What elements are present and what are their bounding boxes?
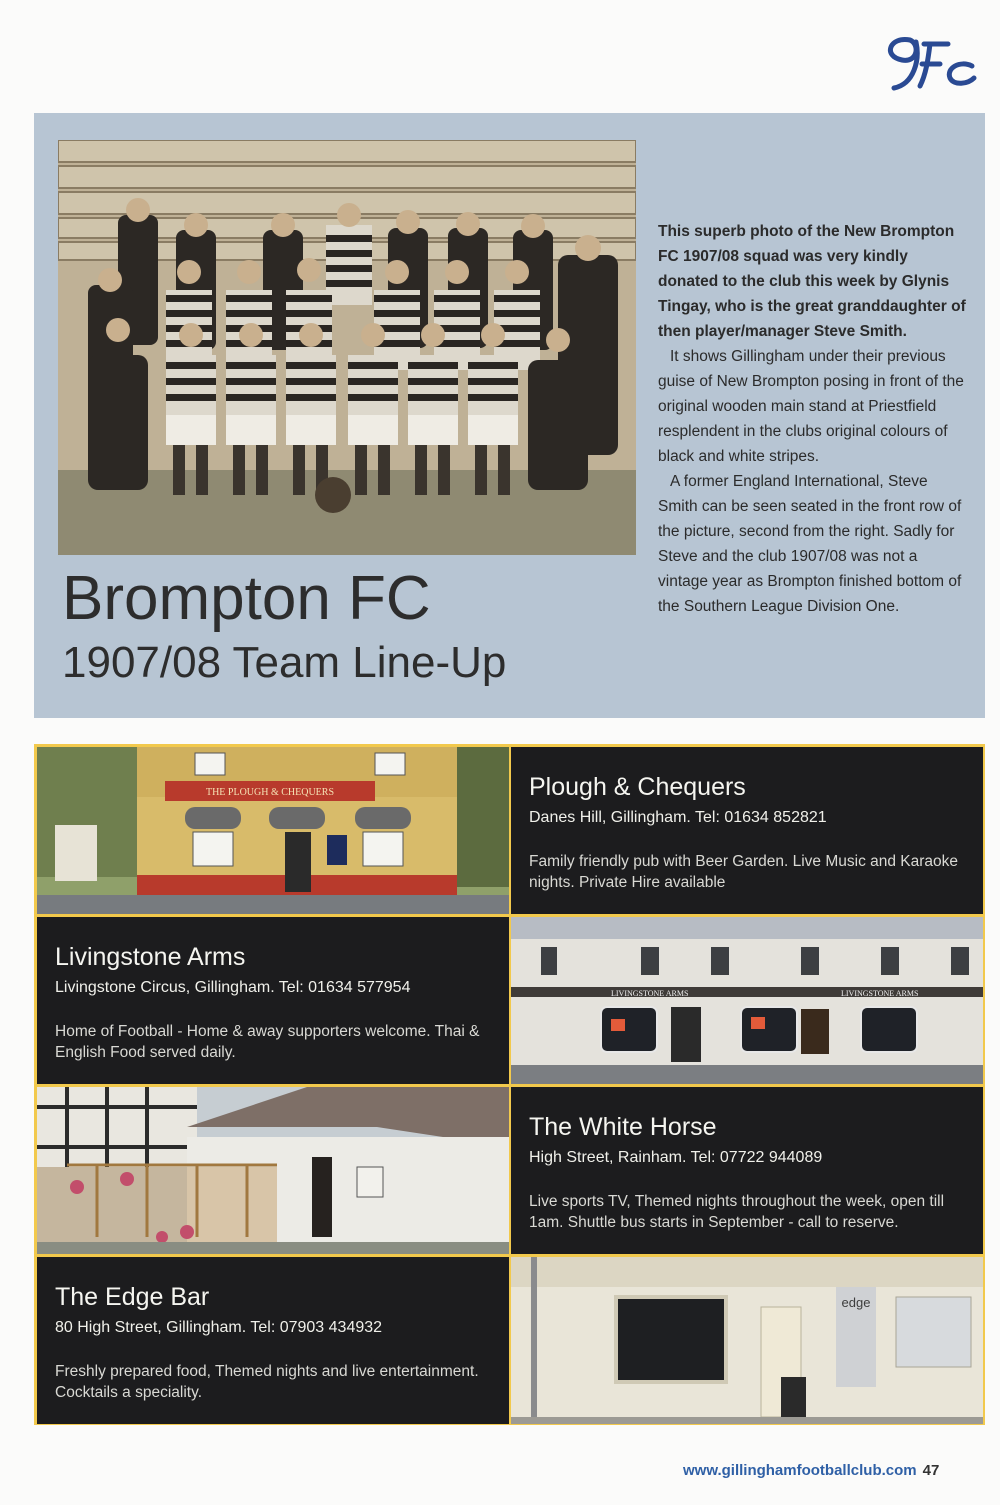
livingstone-arms-ad [37, 917, 509, 1084]
livingstone-sign-left: LIVINGSTONE ARMS [611, 989, 689, 998]
caption-lead: This superb photo of the New Brompton FC 1907/08 squad was very kindly donated to the club this week by Glynis Tingay, who is the great granddaughter of then player/manager Steve Smith. [658, 223, 966, 340]
edge-bar-sign: edge [841, 1295, 871, 1310]
pub-name: Plough & Chequers [529, 773, 746, 801]
pub-description: Family friendly pub with Beer Garden. Live Music and Karaoke nights. Private Hire available [529, 853, 959, 891]
feature-headline: Brompton FC [62, 564, 431, 633]
white-horse-ad [511, 1087, 983, 1254]
pub-address: Livingstone Circus, Gillingham. Tel: 01634 577954 [55, 979, 411, 996]
plough-chequers-sign: THE PLOUGH & CHEQUERS [205, 787, 335, 798]
edge-bar-photo [511, 1257, 983, 1424]
edge-bar-ad [37, 1257, 509, 1424]
feature-caption [658, 219, 968, 619]
livingstone-sign-right: LIVINGSTONE ARMS [841, 989, 919, 998]
pub-ads-grid [34, 744, 985, 1425]
club-logo [880, 30, 980, 92]
white-horse-photo [37, 1087, 509, 1254]
feature-panel [34, 113, 985, 718]
plough-chequers-ad [511, 747, 983, 914]
pub-name: The Edge Bar [55, 1283, 210, 1311]
pub-description: Home of Football - Home & away supporters welcome. Thai & English Food served daily. [55, 1023, 480, 1061]
caption-paragraph-3: A former England International, Steve Smith can be seen seated in the front row of the picture, second from the right. Sadly for Steve and the club 1907/08 was not a vintage year as Brompton finished bottom of the Southern League Division One. [658, 473, 962, 615]
page-number: 47 [922, 1462, 940, 1479]
caption-paragraph-2: It shows Gillingham under their previous guise of New Brompton posing in front of the original wooden main stand at Priestfield resplendent in the clubs original colours of black and white stripes. [658, 348, 964, 465]
livingstone-arms-photo [511, 917, 983, 1084]
page-footer [683, 1462, 939, 1479]
feature-subheadline: 1907/08 Team Line-Up [62, 638, 507, 687]
team-photo [58, 140, 636, 555]
pub-address: Danes Hill, Gillingham. Tel: 01634 852821 [529, 809, 827, 826]
pub-name: Livingstone Arms [55, 943, 246, 971]
pub-description: Live sports TV, Themed nights throughout the week, open till 1am. Shuttle bus starts in September - call to reserve. [529, 1193, 945, 1231]
pub-description: Freshly prepared food, Themed nights and live entertainment. Cocktails a speciality. [55, 1363, 479, 1401]
pub-address: High Street, Rainham. Tel: 07722 944089 [529, 1149, 823, 1166]
pub-address: 80 High Street, Gillingham. Tel: 07903 434932 [55, 1319, 383, 1336]
website-link[interactable]: www.gillinghamfootballclub.com [683, 1462, 917, 1479]
plough-chequers-photo [37, 747, 509, 914]
pub-name: The White Horse [529, 1113, 717, 1141]
